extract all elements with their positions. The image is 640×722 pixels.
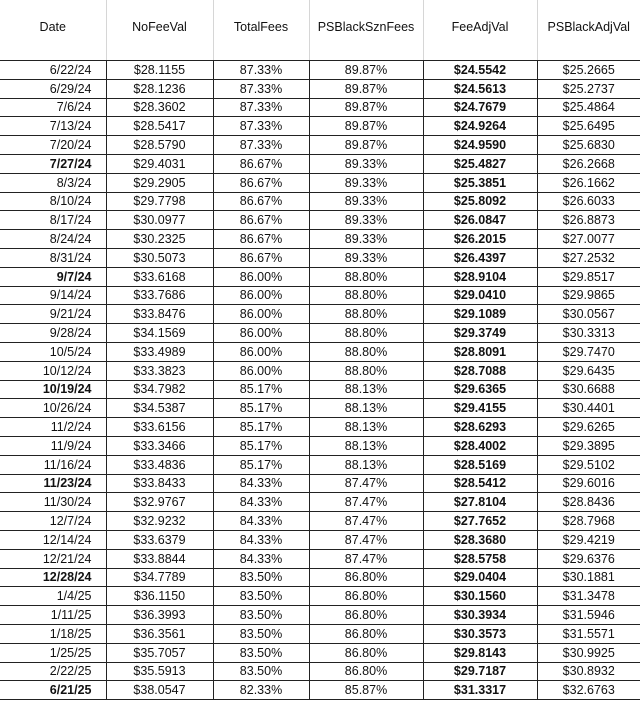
psblacksznfees-cell: 89.33% — [309, 230, 423, 249]
date-cell: 9/7/24 — [0, 267, 106, 286]
totalfees-cell: 85.17% — [213, 455, 309, 474]
psblackadjval-cell: $26.1662 — [537, 173, 640, 192]
feeadjval-cell: $29.7187 — [423, 662, 537, 681]
psblackadjval-cell: $26.2668 — [537, 154, 640, 173]
table-row — [0, 549, 640, 568]
psblacksznfees-cell: 89.87% — [309, 136, 423, 155]
psblacksznfees-cell: 89.33% — [309, 248, 423, 267]
totalfees-cell: 85.17% — [213, 418, 309, 437]
totalfees-cell: 87.33% — [213, 136, 309, 155]
header-date: Date — [0, 0, 106, 54]
totalfees-cell: 87.33% — [213, 79, 309, 98]
date-cell: 1/18/25 — [0, 624, 106, 643]
totalfees-cell: 86.00% — [213, 361, 309, 380]
psblackadjval-cell: $30.9925 — [537, 643, 640, 662]
table-row — [0, 61, 640, 80]
table-row — [0, 324, 640, 343]
psblacksznfees-cell: 87.47% — [309, 512, 423, 531]
psblacksznfees-cell: 87.47% — [309, 474, 423, 493]
table-row — [0, 418, 640, 437]
date-cell: 2/22/25 — [0, 662, 106, 681]
table-row — [0, 173, 640, 192]
totalfees-cell: 86.00% — [213, 342, 309, 361]
psblacksznfees-cell: 86.80% — [309, 662, 423, 681]
feeadjval-cell: $27.7652 — [423, 512, 537, 531]
totalfees-cell: 87.33% — [213, 98, 309, 117]
psblacksznfees-cell: 87.47% — [309, 530, 423, 549]
nofeeval-cell: $33.6168 — [106, 267, 213, 286]
nofeeval-cell: $30.0977 — [106, 211, 213, 230]
feeadjval-cell: $28.5169 — [423, 455, 537, 474]
totalfees-cell: 84.33% — [213, 493, 309, 512]
psblackadjval-cell: $25.6495 — [537, 117, 640, 136]
psblackadjval-cell: $29.6435 — [537, 361, 640, 380]
psblackadjval-cell: $25.2665 — [537, 61, 640, 80]
nofeeval-cell: $33.3823 — [106, 361, 213, 380]
feeadjval-cell: $29.0404 — [423, 568, 537, 587]
date-cell: 11/30/24 — [0, 493, 106, 512]
feeadjval-cell: $29.6365 — [423, 380, 537, 399]
nofeeval-cell: $32.9232 — [106, 512, 213, 531]
nofeeval-cell: $33.4836 — [106, 455, 213, 474]
feeadjval-cell: $28.8091 — [423, 342, 537, 361]
date-cell: 9/21/24 — [0, 305, 106, 324]
feeadjval-cell: $29.8143 — [423, 643, 537, 662]
feeadjval-cell: $31.3317 — [423, 681, 537, 700]
date-cell: 7/20/24 — [0, 136, 106, 155]
nofeeval-cell: $34.7982 — [106, 380, 213, 399]
psblackadjval-cell: $30.8932 — [537, 662, 640, 681]
nofeeval-cell: $28.5417 — [106, 117, 213, 136]
nofeeval-cell: $30.2325 — [106, 230, 213, 249]
psblacksznfees-cell: 89.33% — [309, 173, 423, 192]
date-cell: 12/28/24 — [0, 568, 106, 587]
psblackadjval-cell: $25.4864 — [537, 98, 640, 117]
psblackadjval-cell: $28.8436 — [537, 493, 640, 512]
psblackadjval-cell: $27.2532 — [537, 248, 640, 267]
table-row — [0, 568, 640, 587]
table-row — [0, 286, 640, 305]
table-row — [0, 474, 640, 493]
totalfees-cell: 86.00% — [213, 286, 309, 305]
feeadjval-cell: $25.4827 — [423, 154, 537, 173]
date-cell: 9/14/24 — [0, 286, 106, 305]
nofeeval-cell: $33.6379 — [106, 530, 213, 549]
feeadjval-cell: $29.3749 — [423, 324, 537, 343]
table-row — [0, 530, 640, 549]
date-cell: 1/25/25 — [0, 643, 106, 662]
date-cell: 1/11/25 — [0, 606, 106, 625]
psblacksznfees-cell: 88.80% — [309, 342, 423, 361]
date-cell: 10/5/24 — [0, 342, 106, 361]
table-row — [0, 399, 640, 418]
psblacksznfees-cell: 86.80% — [309, 624, 423, 643]
psblackadjval-cell: $25.2737 — [537, 79, 640, 98]
totalfees-cell: 86.67% — [213, 154, 309, 173]
totalfees-cell: 83.50% — [213, 568, 309, 587]
totalfees-cell: 84.33% — [213, 512, 309, 531]
psblackadjval-cell: $30.4401 — [537, 399, 640, 418]
psblacksznfees-cell: 88.80% — [309, 305, 423, 324]
table-row — [0, 361, 640, 380]
table-row — [0, 606, 640, 625]
psblackadjval-cell: $29.6016 — [537, 474, 640, 493]
date-cell: 8/17/24 — [0, 211, 106, 230]
totalfees-cell: 86.00% — [213, 267, 309, 286]
date-cell: 10/19/24 — [0, 380, 106, 399]
psblackadjval-cell: $31.3478 — [537, 587, 640, 606]
table-row — [0, 455, 640, 474]
nofeeval-cell: $30.5073 — [106, 248, 213, 267]
feeadjval-cell: $27.8104 — [423, 493, 537, 512]
psblackadjval-cell: $32.6763 — [537, 681, 640, 700]
date-cell: 10/26/24 — [0, 399, 106, 418]
psblackadjval-cell: $29.7470 — [537, 342, 640, 361]
totalfees-cell: 82.33% — [213, 681, 309, 700]
nofeeval-cell: $33.8844 — [106, 549, 213, 568]
nofeeval-cell: $33.7686 — [106, 286, 213, 305]
nofeeval-cell: $29.7798 — [106, 192, 213, 211]
feeadjval-cell: $26.2015 — [423, 230, 537, 249]
header-totalfees: TotalFees — [213, 0, 309, 54]
table-row — [0, 305, 640, 324]
totalfees-cell: 86.67% — [213, 248, 309, 267]
psblackadjval-cell: $30.0567 — [537, 305, 640, 324]
psblacksznfees-cell: 89.33% — [309, 154, 423, 173]
table-row — [0, 662, 640, 681]
feeadjval-cell: $30.3934 — [423, 606, 537, 625]
nofeeval-cell: $34.7789 — [106, 568, 213, 587]
date-cell: 11/16/24 — [0, 455, 106, 474]
nofeeval-cell: $32.9767 — [106, 493, 213, 512]
table-row — [0, 117, 640, 136]
nofeeval-cell: $33.8476 — [106, 305, 213, 324]
psblacksznfees-cell: 86.80% — [309, 643, 423, 662]
psblackadjval-cell: $26.6033 — [537, 192, 640, 211]
feeadjval-cell: $24.9264 — [423, 117, 537, 136]
feeadjval-cell: $24.7679 — [423, 98, 537, 117]
table-row — [0, 681, 640, 700]
totalfees-cell: 87.33% — [213, 61, 309, 80]
psblackadjval-cell: $29.5102 — [537, 455, 640, 474]
psblackadjval-cell: $25.6830 — [537, 136, 640, 155]
feeadjval-cell: $28.3680 — [423, 530, 537, 549]
date-cell: 12/14/24 — [0, 530, 106, 549]
totalfees-cell: 84.33% — [213, 530, 309, 549]
totalfees-cell: 86.00% — [213, 324, 309, 343]
nofeeval-cell: $33.8433 — [106, 474, 213, 493]
psblacksznfees-cell: 89.33% — [309, 192, 423, 211]
nofeeval-cell: $35.7057 — [106, 643, 213, 662]
table-row — [0, 136, 640, 155]
feeadjval-cell: $25.3851 — [423, 173, 537, 192]
nofeeval-cell: $36.3993 — [106, 606, 213, 625]
totalfees-cell: 83.50% — [213, 643, 309, 662]
psblackadjval-cell: $30.1881 — [537, 568, 640, 587]
date-cell: 11/23/24 — [0, 474, 106, 493]
header-psblacksznfees: PSBlackSznFees — [309, 0, 423, 54]
psblacksznfees-cell: 88.13% — [309, 436, 423, 455]
psblacksznfees-cell: 89.87% — [309, 98, 423, 117]
table-body — [0, 54, 640, 700]
table-row — [0, 512, 640, 531]
table-row — [0, 380, 640, 399]
nofeeval-cell: $29.4031 — [106, 154, 213, 173]
nofeeval-cell: $34.1569 — [106, 324, 213, 343]
nofeeval-cell: $28.3602 — [106, 98, 213, 117]
psblacksznfees-cell: 88.13% — [309, 418, 423, 437]
psblacksznfees-cell: 86.80% — [309, 587, 423, 606]
feeadjval-cell: $29.1089 — [423, 305, 537, 324]
date-cell: 10/12/24 — [0, 361, 106, 380]
nofeeval-cell: $28.1236 — [106, 79, 213, 98]
feeadjval-cell: $29.4155 — [423, 399, 537, 418]
date-cell: 12/7/24 — [0, 512, 106, 531]
psblackadjval-cell: $27.0077 — [537, 230, 640, 249]
feeadjval-cell: $24.5613 — [423, 79, 537, 98]
header-row — [0, 0, 640, 54]
psblackadjval-cell: $30.3313 — [537, 324, 640, 343]
feeadjval-cell: $28.5758 — [423, 549, 537, 568]
nofeeval-cell: $33.3466 — [106, 436, 213, 455]
psblacksznfees-cell: 89.33% — [309, 211, 423, 230]
date-cell: 8/31/24 — [0, 248, 106, 267]
psblackadjval-cell: $31.5946 — [537, 606, 640, 625]
totalfees-cell: 85.17% — [213, 399, 309, 418]
totalfees-cell: 85.17% — [213, 380, 309, 399]
table-row — [0, 342, 640, 361]
psblacksznfees-cell: 86.80% — [309, 568, 423, 587]
table-row — [0, 79, 640, 98]
psblacksznfees-cell: 87.47% — [309, 549, 423, 568]
date-cell: 6/21/25 — [0, 681, 106, 700]
totalfees-cell: 83.50% — [213, 587, 309, 606]
psblacksznfees-cell: 85.87% — [309, 681, 423, 700]
header-nofeeval: NoFeeVal — [106, 0, 213, 54]
totalfees-cell: 84.33% — [213, 474, 309, 493]
psblacksznfees-cell: 86.80% — [309, 606, 423, 625]
table-row — [0, 587, 640, 606]
date-cell: 6/22/24 — [0, 61, 106, 80]
table-row — [0, 98, 640, 117]
nofeeval-cell: $38.0547 — [106, 681, 213, 700]
nofeeval-cell: $33.6156 — [106, 418, 213, 437]
header-feeadjval: FeeAdjVal — [423, 0, 537, 54]
psblackadjval-cell: $29.9865 — [537, 286, 640, 305]
psblackadjval-cell: $29.3895 — [537, 436, 640, 455]
psblackadjval-cell: $28.7968 — [537, 512, 640, 531]
header-psblackadjval: PSBlackAdjVal — [547, 20, 630, 34]
table-row — [0, 267, 640, 286]
psblacksznfees-cell: 88.13% — [309, 380, 423, 399]
nofeeval-cell: $35.5913 — [106, 662, 213, 681]
psblacksznfees-cell: 88.13% — [309, 399, 423, 418]
feeadjval-cell: $24.9590 — [423, 136, 537, 155]
totalfees-cell: 83.50% — [213, 606, 309, 625]
totalfees-cell: 86.67% — [213, 192, 309, 211]
feeadjval-cell: $26.4397 — [423, 248, 537, 267]
feeadjval-cell: $30.3573 — [423, 624, 537, 643]
table-row — [0, 436, 640, 455]
totalfees-cell: 86.67% — [213, 173, 309, 192]
table-row — [0, 248, 640, 267]
table-row — [0, 624, 640, 643]
table-row — [0, 493, 640, 512]
psblacksznfees-cell: 88.80% — [309, 324, 423, 343]
feeadjval-cell: $30.1560 — [423, 587, 537, 606]
feeadjval-cell: $25.8092 — [423, 192, 537, 211]
date-cell: 9/28/24 — [0, 324, 106, 343]
feeadjval-cell: $28.7088 — [423, 361, 537, 380]
feeadjval-cell: $28.9104 — [423, 267, 537, 286]
totalfees-cell: 84.33% — [213, 549, 309, 568]
nofeeval-cell: $28.5790 — [106, 136, 213, 155]
nofeeval-cell: $33.4989 — [106, 342, 213, 361]
psblacksznfees-cell: 88.80% — [309, 267, 423, 286]
totalfees-cell: 86.00% — [213, 305, 309, 324]
psblacksznfees-cell: 89.87% — [309, 117, 423, 136]
psblackadjval-cell: $26.8873 — [537, 211, 640, 230]
table-row — [0, 192, 640, 211]
feeadjval-cell: $28.4002 — [423, 436, 537, 455]
psblackadjval-cell: $29.6265 — [537, 418, 640, 437]
date-cell: 11/9/24 — [0, 436, 106, 455]
psblacksznfees-cell: 88.13% — [309, 455, 423, 474]
date-cell: 7/13/24 — [0, 117, 106, 136]
feeadjval-cell: $24.5542 — [423, 61, 537, 80]
psblacksznfees-cell: 89.87% — [309, 61, 423, 80]
psblacksznfees-cell: 88.80% — [309, 286, 423, 305]
feeadjval-cell: $26.0847 — [423, 211, 537, 230]
feeadjval-cell: $28.5412 — [423, 474, 537, 493]
nofeeval-cell: $29.2905 — [106, 173, 213, 192]
date-cell: 7/27/24 — [0, 154, 106, 173]
table-row — [0, 643, 640, 662]
feeadjval-cell: $28.6293 — [423, 418, 537, 437]
totalfees-cell: 86.67% — [213, 230, 309, 249]
psblacksznfees-cell: 87.47% — [309, 493, 423, 512]
psblackadjval-cell: $29.8517 — [537, 267, 640, 286]
nofeeval-cell: $36.1150 — [106, 587, 213, 606]
table-row — [0, 154, 640, 173]
psblackadjval-cell: $30.6688 — [537, 380, 640, 399]
psblacksznfees-cell: 89.87% — [309, 79, 423, 98]
date-cell: 8/24/24 — [0, 230, 106, 249]
nofeeval-cell: $34.5387 — [106, 399, 213, 418]
psblacksznfees-cell: 88.80% — [309, 361, 423, 380]
totalfees-cell: 83.50% — [213, 624, 309, 643]
feeadjval-cell: $29.0410 — [423, 286, 537, 305]
date-cell: 8/3/24 — [0, 173, 106, 192]
totalfees-cell: 83.50% — [213, 662, 309, 681]
totalfees-cell: 86.67% — [213, 211, 309, 230]
table-row — [0, 211, 640, 230]
date-cell: 1/4/25 — [0, 587, 106, 606]
date-cell: 6/29/24 — [0, 79, 106, 98]
date-cell: 8/10/24 — [0, 192, 106, 211]
nofeeval-cell: $36.3561 — [106, 624, 213, 643]
psblackadjval-cell: $31.5571 — [537, 624, 640, 643]
psblackadjval-cell: $29.6376 — [537, 549, 640, 568]
totalfees-cell: 87.33% — [213, 117, 309, 136]
date-cell: 12/21/24 — [0, 549, 106, 568]
date-cell: 11/2/24 — [0, 418, 106, 437]
totalfees-cell: 85.17% — [213, 436, 309, 455]
table-row — [0, 230, 640, 249]
psblackadjval-cell: $29.4219 — [537, 530, 640, 549]
nofeeval-cell: $28.1155 — [106, 61, 213, 80]
date-cell: 7/6/24 — [0, 98, 106, 117]
